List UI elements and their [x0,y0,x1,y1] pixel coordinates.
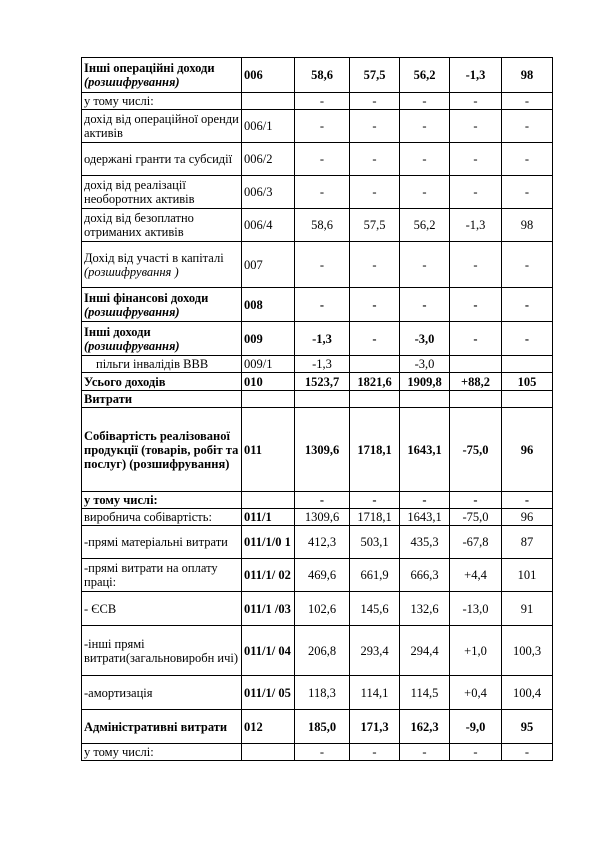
row-value-4: -75,0 [450,509,502,526]
row-value-3: -3,0 [400,322,450,356]
row-value-4: +1,0 [450,626,502,676]
table-row [82,676,553,710]
table-row [82,288,553,322]
row-value-4: -1,3 [450,58,502,93]
row-value-5: - [502,110,553,143]
row-value-3 [400,391,450,408]
table-row [82,391,553,408]
row-value-3: - [400,744,450,761]
table-row [82,626,553,676]
row-label: -прямі витрати на оплату праці: [82,559,242,592]
table-row [82,592,553,626]
row-value-1 [295,391,350,408]
row-label: Витрати [82,391,242,408]
row-value-3: 132,6 [400,592,450,626]
row-value-4: - [450,110,502,143]
row-value-3: 114,5 [400,676,450,710]
row-code: 011/1 /03 [242,592,295,626]
row-value-5: 96 [502,408,553,492]
table-row [82,559,553,592]
row-code: 011/1/ 04 [242,626,295,676]
row-code [242,93,295,110]
row-value-1: 58,6 [295,58,350,93]
row-value-1: -1,3 [295,322,350,356]
row-label: виробнича собівартість: [82,509,242,526]
row-code: 006/4 [242,209,295,242]
row-code: 011/1/ 05 [242,676,295,710]
row-value-3: 1643,1 [400,408,450,492]
row-value-1: - [295,744,350,761]
row-label: Адміністративні витрати [82,710,242,744]
row-value-3: 294,4 [400,626,450,676]
row-value-3: 162,3 [400,710,450,744]
table-row [82,143,553,176]
row-value-4: - [450,492,502,509]
row-label: у тому числі: [82,492,242,509]
row-value-1: 206,8 [295,626,350,676]
row-value-2: 1821,6 [350,373,400,391]
row-value-3: 1643,1 [400,509,450,526]
row-value-3: - [400,93,450,110]
row-value-4: -1,3 [450,209,502,242]
row-code [242,492,295,509]
row-value-2: 1718,1 [350,408,400,492]
row-value-5: 96 [502,509,553,526]
table-row [82,492,553,509]
row-code: 008 [242,288,295,322]
row-code: 006/3 [242,176,295,209]
row-note: (розшифрування) [84,75,180,89]
row-label: у тому числі: [82,744,242,761]
row-value-2: - [350,322,400,356]
row-value-3: - [400,110,450,143]
row-value-2: 171,3 [350,710,400,744]
row-value-2: 57,5 [350,58,400,93]
row-value-5: 87 [502,526,553,559]
row-value-2: 1718,1 [350,509,400,526]
row-value-5: - [502,242,553,288]
row-value-4: - [450,143,502,176]
row-value-1: 412,3 [295,526,350,559]
row-value-2: - [350,242,400,288]
row-value-1: - [295,110,350,143]
row-value-4: +88,2 [450,373,502,391]
row-value-2 [350,391,400,408]
row-label: Усього доходів [82,373,242,391]
row-value-3: 666,3 [400,559,450,592]
row-value-4: -75,0 [450,408,502,492]
row-label: -інші прямі витрати(загальновиробн ичі) [82,626,242,676]
table-row [82,509,553,526]
row-value-1: - [295,93,350,110]
row-label: - ЄСВ [82,592,242,626]
row-value-5: 95 [502,710,553,744]
row-value-1: 1523,7 [295,373,350,391]
row-value-2: 145,6 [350,592,400,626]
row-code: 012 [242,710,295,744]
row-value-5: 98 [502,209,553,242]
row-value-2: 503,1 [350,526,400,559]
row-code: 011/1 [242,509,295,526]
row-note: (розшифрування) [84,338,180,353]
row-value-2: 293,4 [350,626,400,676]
row-value-1: - [295,242,350,288]
row-value-4: +4,4 [450,559,502,592]
row-note: (розшифрування) [84,304,180,319]
row-value-1: 469,6 [295,559,350,592]
table-row [82,744,553,761]
row-label: -прямі матеріальні витрати [82,526,242,559]
row-value-4: -67,8 [450,526,502,559]
row-value-5 [502,356,553,373]
row-value-4: - [450,242,502,288]
row-value-3: 56,2 [400,209,450,242]
row-label: Інші операційні доходи (розшифрування) [82,58,242,93]
row-code: 009/1 [242,356,295,373]
table-row [82,356,553,373]
row-label: дохід від реалізації необоротних активів [82,176,242,209]
row-label: дохід від операційної оренди активів [82,110,242,143]
row-value-1: - [295,492,350,509]
row-value-4: - [450,744,502,761]
row-value-3: - [400,176,450,209]
row-value-5 [502,391,553,408]
row-value-2: - [350,744,400,761]
table-row [82,526,553,559]
row-code: 011/1/0 1 [242,526,295,559]
row-code: 006/2 [242,143,295,176]
row-label: Дохід від участі в капіталі (розшифрування ) [82,242,242,288]
row-value-5: - [502,176,553,209]
row-value-2: - [350,492,400,509]
row-label: одержані гранти та субсидії [82,143,242,176]
row-label: у тому числі: [82,93,242,110]
row-value-1: 58,6 [295,209,350,242]
financial-table [81,57,553,761]
row-value-5: - [502,93,553,110]
row-code [242,391,295,408]
row-note: (розшифрування ) [84,264,179,279]
row-value-1: - [295,143,350,176]
row-value-4 [450,356,502,373]
row-code: 010 [242,373,295,391]
row-value-4: -9,0 [450,710,502,744]
row-code: 007 [242,242,295,288]
row-value-2: 661,9 [350,559,400,592]
table-row [82,110,553,143]
table-row [82,209,553,242]
row-value-4 [450,391,502,408]
row-value-2 [350,356,400,373]
row-value-1: 102,6 [295,592,350,626]
table-row [82,176,553,209]
row-label: Собівартість реалізованої продукції (товарів, робіт та послуг) (розшифрування) [82,408,242,492]
row-value-3: 56,2 [400,58,450,93]
row-value-3: 1909,8 [400,373,450,391]
row-value-1: 1309,6 [295,509,350,526]
row-value-5: 101 [502,559,553,592]
table-row [82,58,553,93]
row-value-4: - [450,288,502,322]
row-value-2: - [350,143,400,176]
table-row [82,93,553,110]
row-code: 006/1 [242,110,295,143]
row-label: пільги інвалідів ВВВ [82,356,242,373]
row-label: Інші доходи (розшифрування) [82,322,242,356]
row-value-2: - [350,93,400,110]
row-value-5: 100,4 [502,676,553,710]
row-code: 009 [242,322,295,356]
row-value-2: - [350,176,400,209]
row-value-1: -1,3 [295,356,350,373]
row-label: дохід від безоплатно отриманих активів [82,209,242,242]
table-row [82,373,553,391]
row-value-5: 100,3 [502,626,553,676]
row-value-1: 118,3 [295,676,350,710]
row-value-5: 105 [502,373,553,391]
row-value-3: - [400,143,450,176]
row-value-4: - [450,322,502,356]
row-code: 011 [242,408,295,492]
table-row [82,408,553,492]
table-row [82,710,553,744]
row-value-4: +0,4 [450,676,502,710]
row-value-4: - [450,93,502,110]
row-value-1: 1309,6 [295,408,350,492]
row-value-2: - [350,288,400,322]
row-value-5: - [502,288,553,322]
row-value-3: -3,0 [400,356,450,373]
row-value-3: 435,3 [400,526,450,559]
row-value-4: -13,0 [450,592,502,626]
row-value-1: 185,0 [295,710,350,744]
row-value-5: 98 [502,58,553,93]
row-value-4: - [450,176,502,209]
table-row [82,322,553,356]
row-value-5: 91 [502,592,553,626]
row-value-5: - [502,492,553,509]
row-code: 006 [242,58,295,93]
row-value-3: - [400,288,450,322]
row-code: 011/1/ 02 [242,559,295,592]
row-value-5: - [502,744,553,761]
row-value-5: - [502,143,553,176]
row-value-3: - [400,242,450,288]
row-value-3: - [400,492,450,509]
row-label: -амортизація [82,676,242,710]
table-row [82,242,553,288]
row-value-2: 57,5 [350,209,400,242]
row-label: Інші фінансові доходи (розшифрування) [82,288,242,322]
row-value-2: 114,1 [350,676,400,710]
row-value-5: - [502,322,553,356]
row-code [242,744,295,761]
row-value-1: - [295,288,350,322]
row-value-1: - [295,176,350,209]
row-value-2: - [350,110,400,143]
